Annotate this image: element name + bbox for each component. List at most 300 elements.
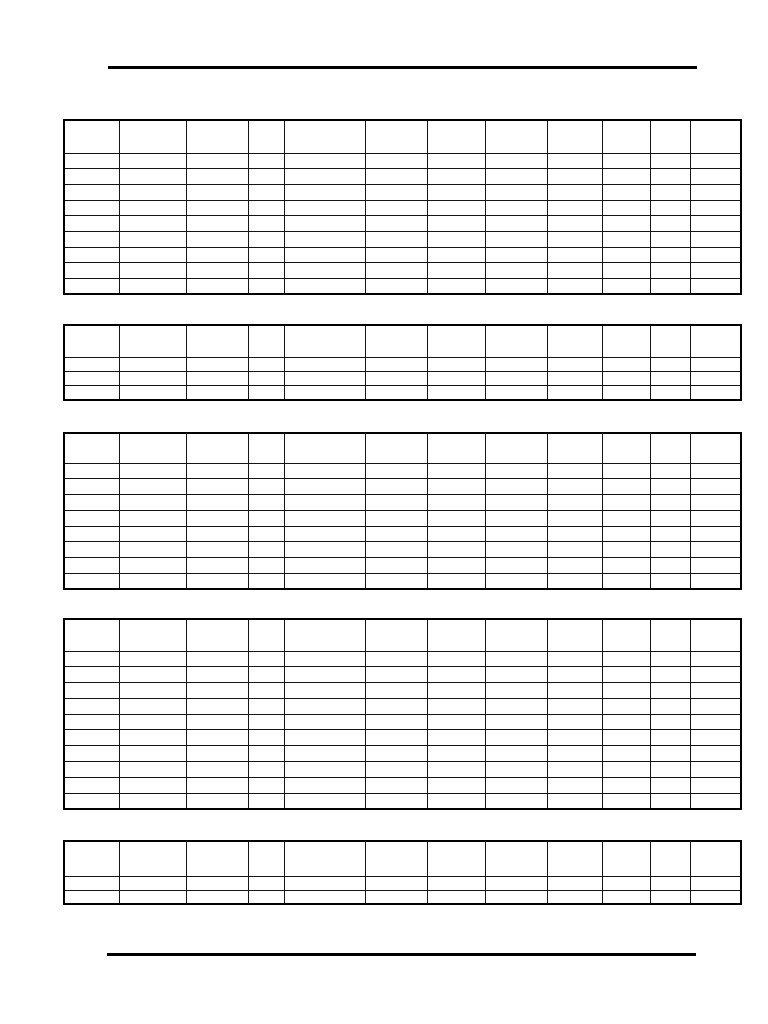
header-row: [64, 619, 741, 651]
top-horizontal-rule: [108, 66, 697, 69]
table-row: [64, 279, 741, 295]
table-cell: [64, 357, 119, 371]
table-cell: [602, 526, 650, 542]
table-cell: [427, 730, 485, 746]
table-cell: [365, 216, 427, 232]
table-cell: [650, 730, 690, 746]
header-cell: [485, 433, 547, 463]
header-cell: [248, 120, 284, 153]
header-cell: [248, 619, 284, 651]
table-cell: [650, 479, 690, 495]
table-cell: [427, 762, 485, 778]
table-cell: [650, 200, 690, 216]
table-row: [64, 574, 741, 590]
table-cell: [365, 542, 427, 558]
table-cell: [427, 746, 485, 762]
table-cell: [547, 231, 602, 247]
header-cell: [650, 841, 690, 876]
table-row: [64, 153, 741, 169]
table-cell: [427, 463, 485, 479]
table-cell: [64, 683, 119, 699]
table-cell: [186, 357, 248, 371]
table-cell: [186, 184, 248, 200]
table-cell: [64, 651, 119, 667]
table-cell: [64, 890, 119, 904]
table-cell: [248, 153, 284, 169]
header-cell: [427, 433, 485, 463]
table-cell: [427, 153, 485, 169]
table-cell: [119, 357, 186, 371]
table-row: [64, 386, 741, 400]
table-cell: [186, 876, 248, 890]
table-cell: [690, 184, 741, 200]
table-cell: [427, 357, 485, 371]
table-cell: [427, 184, 485, 200]
table-cell: [248, 730, 284, 746]
table-cell: [64, 558, 119, 574]
header-cell: [427, 120, 485, 153]
table-row: [64, 200, 741, 216]
table-cell: [650, 263, 690, 279]
table-cell: [186, 890, 248, 904]
table-cell: [248, 216, 284, 232]
header-cell: [284, 433, 365, 463]
table-cell: [650, 777, 690, 793]
table-cell: [650, 558, 690, 574]
table-cell: [64, 247, 119, 263]
table-cell: [248, 667, 284, 683]
table-cell: [547, 746, 602, 762]
table-cell: [690, 357, 741, 371]
table-cell: [485, 683, 547, 699]
header-cell: [64, 325, 119, 357]
table-row: [64, 463, 741, 479]
header-cell: [119, 619, 186, 651]
table-cell: [248, 247, 284, 263]
table-cell: [186, 463, 248, 479]
table-cell: [650, 651, 690, 667]
table-cell: [248, 200, 284, 216]
header-cell: [64, 433, 119, 463]
table-cell: [119, 558, 186, 574]
table-cell: [186, 231, 248, 247]
header-cell: [119, 325, 186, 357]
header-cell: [64, 619, 119, 651]
table-cell: [602, 510, 650, 526]
table-cell: [485, 651, 547, 667]
table-cell: [64, 542, 119, 558]
table-cell: [119, 216, 186, 232]
header-cell: [427, 619, 485, 651]
table-row: [64, 231, 741, 247]
table-cell: [64, 153, 119, 169]
table-cell: [284, 746, 365, 762]
header-cell: [602, 433, 650, 463]
table-cell: [547, 169, 602, 185]
table-cell: [650, 153, 690, 169]
table-cell: [248, 231, 284, 247]
table-cell: [547, 184, 602, 200]
table-row: [64, 777, 741, 793]
table-cell: [365, 890, 427, 904]
table-cell: [485, 153, 547, 169]
table-cell: [119, 231, 186, 247]
table-cell: [650, 526, 690, 542]
table-cell: [427, 558, 485, 574]
table-cell: [284, 777, 365, 793]
table-cell: [485, 371, 547, 385]
table-row: [64, 730, 741, 746]
table-cell: [602, 777, 650, 793]
table-cell: [427, 247, 485, 263]
header-cell: [547, 120, 602, 153]
table-cell: [365, 793, 427, 809]
table-cell: [547, 263, 602, 279]
table-cell: [284, 200, 365, 216]
table-cell: [485, 746, 547, 762]
table-cell: [365, 153, 427, 169]
table-cell: [602, 876, 650, 890]
table-cell: [690, 279, 741, 295]
table-cell: [248, 651, 284, 667]
table-cell: [119, 651, 186, 667]
table-cell: [485, 184, 547, 200]
table-cell: [365, 386, 427, 400]
table-cell: [547, 698, 602, 714]
table-cell: [64, 510, 119, 526]
header-cell: [485, 619, 547, 651]
table-cell: [602, 371, 650, 385]
table-cell: [485, 667, 547, 683]
table-cell: [284, 526, 365, 542]
table-cell: [186, 730, 248, 746]
header-cell: [650, 433, 690, 463]
table-cell: [427, 714, 485, 730]
table-cell: [64, 231, 119, 247]
table-cell: [485, 714, 547, 730]
table-cell: [248, 263, 284, 279]
table-cell: [547, 153, 602, 169]
table-row: [64, 651, 741, 667]
table-cell: [690, 777, 741, 793]
table-row: [64, 698, 741, 714]
header-cell: [186, 325, 248, 357]
table-cell: [186, 746, 248, 762]
table-cell: [64, 777, 119, 793]
table-cell: [284, 542, 365, 558]
header-cell: [248, 841, 284, 876]
table-cell: [119, 371, 186, 385]
table-4: [63, 618, 742, 810]
header-cell: [650, 120, 690, 153]
table-cell: [284, 495, 365, 511]
table-cell: [547, 200, 602, 216]
table-cell: [690, 876, 741, 890]
table-cell: [650, 371, 690, 385]
header-cell: [186, 433, 248, 463]
table-cell: [186, 558, 248, 574]
table-cell: [119, 247, 186, 263]
table-cell: [186, 667, 248, 683]
table-cell: [64, 495, 119, 511]
table-cell: [547, 683, 602, 699]
table-cell: [284, 683, 365, 699]
header-cell: [690, 325, 741, 357]
table-cell: [119, 279, 186, 295]
header-cell: [427, 841, 485, 876]
header-cell: [602, 325, 650, 357]
table-cell: [64, 762, 119, 778]
table-cell: [365, 876, 427, 890]
table-cell: [64, 876, 119, 890]
table-cell: [602, 495, 650, 511]
table-cell: [365, 683, 427, 699]
table-cell: [248, 386, 284, 400]
table-cell: [650, 762, 690, 778]
table-cell: [365, 169, 427, 185]
table-cell: [485, 698, 547, 714]
table-cell: [284, 730, 365, 746]
table-cell: [248, 495, 284, 511]
table-cell: [64, 200, 119, 216]
table-cell: [365, 714, 427, 730]
table-cell: [427, 574, 485, 590]
table-row: [64, 216, 741, 232]
table-cell: [248, 510, 284, 526]
table-cell: [690, 216, 741, 232]
table-cell: [485, 386, 547, 400]
table-cell: [602, 714, 650, 730]
table-cell: [602, 231, 650, 247]
table-cell: [365, 263, 427, 279]
table-cell: [119, 184, 186, 200]
table-cell: [64, 479, 119, 495]
table-cell: [650, 876, 690, 890]
table-cell: [119, 495, 186, 511]
table-cell: [690, 714, 741, 730]
header-cell: [64, 841, 119, 876]
table-cell: [119, 479, 186, 495]
table-cell: [119, 542, 186, 558]
table-cell: [547, 558, 602, 574]
table-cell: [602, 216, 650, 232]
table-cell: [119, 730, 186, 746]
table-cell: [248, 793, 284, 809]
table-cell: [64, 574, 119, 590]
table-cell: [248, 683, 284, 699]
table-cell: [485, 890, 547, 904]
table-cell: [650, 169, 690, 185]
table-cell: [485, 730, 547, 746]
table-cell: [602, 698, 650, 714]
table-cell: [365, 231, 427, 247]
table-cell: [547, 667, 602, 683]
table-cell: [650, 714, 690, 730]
table-cell: [547, 216, 602, 232]
table-cell: [365, 651, 427, 667]
table-cell: [427, 231, 485, 247]
table-cell: [365, 247, 427, 263]
table-cell: [365, 762, 427, 778]
table-row: [64, 667, 741, 683]
table-cell: [690, 526, 741, 542]
table-cell: [427, 777, 485, 793]
table-cell: [427, 479, 485, 495]
table-cell: [64, 184, 119, 200]
table-cell: [119, 777, 186, 793]
table-cell: [284, 510, 365, 526]
table-cell: [602, 558, 650, 574]
table-cell: [690, 153, 741, 169]
table-cell: [186, 200, 248, 216]
header-cell: [284, 325, 365, 357]
table-cell: [248, 698, 284, 714]
table-cell: [547, 651, 602, 667]
table-row: [64, 357, 741, 371]
table-cell: [365, 526, 427, 542]
table-cell: [365, 279, 427, 295]
table-cell: [365, 730, 427, 746]
table-cell: [547, 793, 602, 809]
header-cell: [365, 120, 427, 153]
table-cell: [284, 169, 365, 185]
table-cell: [248, 746, 284, 762]
header-cell: [248, 325, 284, 357]
table-cell: [186, 510, 248, 526]
table-cell: [547, 371, 602, 385]
table-cell: [248, 558, 284, 574]
table-cell: [64, 714, 119, 730]
table-row: [64, 890, 741, 904]
table-cell: [186, 698, 248, 714]
table-cell: [64, 698, 119, 714]
table-cell: [186, 714, 248, 730]
table-cell: [64, 526, 119, 542]
table-row: [64, 542, 741, 558]
table-row: [64, 184, 741, 200]
table-cell: [650, 495, 690, 511]
table-cell: [602, 200, 650, 216]
table-cell: [365, 200, 427, 216]
table-cell: [119, 890, 186, 904]
table-cell: [284, 463, 365, 479]
table-cell: [547, 495, 602, 511]
table-cell: [119, 263, 186, 279]
table-row: [64, 371, 741, 385]
header-cell: [602, 120, 650, 153]
table-cell: [284, 357, 365, 371]
header-row: [64, 841, 741, 876]
table-cell: [602, 574, 650, 590]
table-row: [64, 510, 741, 526]
table-cell: [284, 184, 365, 200]
table-cell: [602, 169, 650, 185]
table-cell: [248, 574, 284, 590]
table-cell: [427, 279, 485, 295]
header-cell: [119, 841, 186, 876]
table-cell: [650, 683, 690, 699]
table-cell: [547, 510, 602, 526]
table-cell: [186, 169, 248, 185]
table-cell: [186, 386, 248, 400]
table-cell: [248, 279, 284, 295]
table-cell: [602, 762, 650, 778]
table-cell: [547, 730, 602, 746]
table-cell: [547, 526, 602, 542]
table-cell: [485, 263, 547, 279]
table-cell: [427, 200, 485, 216]
table-cell: [119, 153, 186, 169]
header-cell: [365, 619, 427, 651]
table-cell: [284, 279, 365, 295]
table-cell: [547, 777, 602, 793]
table-cell: [119, 746, 186, 762]
header-cell: [284, 619, 365, 651]
table-cell: [365, 357, 427, 371]
table-cell: [186, 247, 248, 263]
table-row: [64, 526, 741, 542]
table-cell: [690, 651, 741, 667]
header-cell: [119, 120, 186, 153]
table-cell: [427, 495, 485, 511]
table-cell: [64, 169, 119, 185]
table-cell: [365, 574, 427, 590]
table-cell: [427, 510, 485, 526]
table-cell: [284, 386, 365, 400]
table-cell: [427, 890, 485, 904]
table-cell: [119, 526, 186, 542]
table-cell: [186, 479, 248, 495]
table-row: [64, 169, 741, 185]
table-cell: [485, 574, 547, 590]
table-cell: [485, 200, 547, 216]
table-cell: [602, 793, 650, 809]
table-cell: [547, 890, 602, 904]
table-cell: [485, 463, 547, 479]
header-row: [64, 433, 741, 463]
table-cell: [485, 169, 547, 185]
table-cell: [690, 510, 741, 526]
table-cell: [64, 667, 119, 683]
bottom-horizontal-rule: [107, 953, 696, 956]
table-row: [64, 876, 741, 890]
table-cell: [547, 714, 602, 730]
table-cell: [365, 558, 427, 574]
table-cell: [284, 479, 365, 495]
table-cell: [690, 463, 741, 479]
header-cell: [690, 619, 741, 651]
table-cell: [119, 714, 186, 730]
table-cell: [602, 542, 650, 558]
table-cell: [248, 714, 284, 730]
table-cell: [427, 386, 485, 400]
table-cell: [650, 698, 690, 714]
header-cell: [690, 841, 741, 876]
header-cell: [690, 433, 741, 463]
table-cell: [690, 890, 741, 904]
table-cell: [119, 463, 186, 479]
table-cell: [427, 526, 485, 542]
table-cell: [248, 479, 284, 495]
table-cell: [284, 793, 365, 809]
header-cell: [248, 433, 284, 463]
table-cell: [119, 510, 186, 526]
table-cell: [650, 357, 690, 371]
table-cell: [485, 777, 547, 793]
table-cell: [547, 762, 602, 778]
table-cell: [485, 279, 547, 295]
header-cell: [186, 619, 248, 651]
